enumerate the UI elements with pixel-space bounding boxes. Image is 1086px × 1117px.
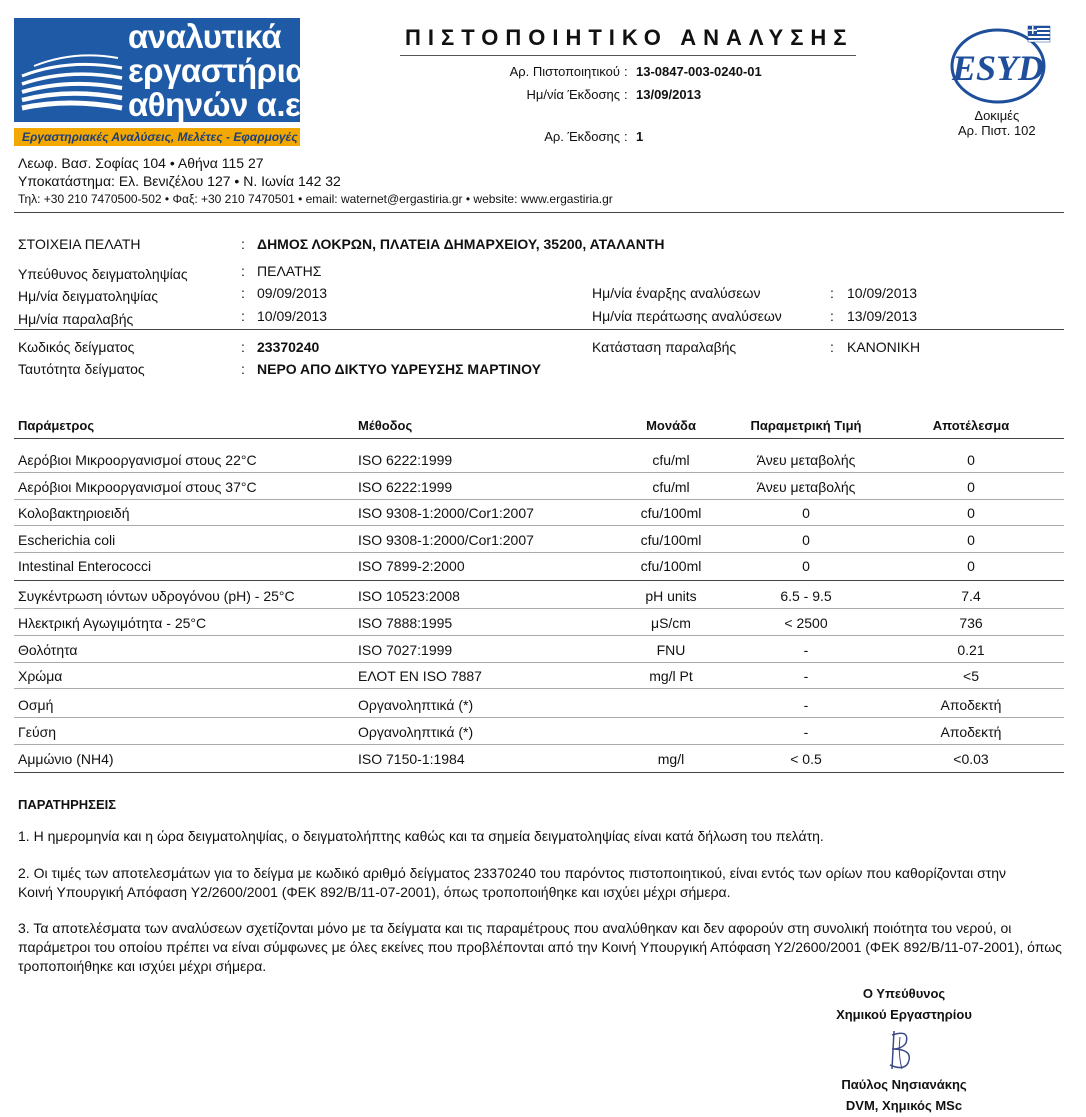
row-divider (14, 499, 1064, 500)
cert-number-label: Αρ. Πιστοποιητικού (509, 64, 620, 79)
accreditation-text (958, 108, 1036, 138)
cell-method: Οργανοληπτικά (*) (358, 724, 474, 740)
row-divider (14, 744, 1064, 745)
cell-unit: cfu/100ml (640, 505, 702, 521)
cell-result: 0 (967, 452, 975, 468)
row-divider (14, 472, 1064, 473)
logo-tagline: Εργαστηριακές Αναλύσεις, Μελέτες - Εφαρμογές (14, 128, 300, 146)
cell-method: ISO 6222:1999 (358, 452, 453, 468)
cell-result: 736 (959, 615, 983, 631)
row-divider (14, 608, 1064, 609)
cell-parametric-value: Άνευ μεταβολής (756, 452, 856, 468)
title-divider (400, 55, 856, 56)
colon: : (241, 236, 245, 252)
cell-parametric-value: 6.5 - 9.5 (780, 588, 832, 604)
client-label: ΣΤΟΙΧΕΙΑ ΠΕΛΑΤΗ (18, 236, 141, 252)
colon: : (830, 285, 834, 301)
logo-text (128, 20, 305, 122)
colon: : (241, 285, 245, 301)
cell-parametric-value: - (803, 724, 809, 740)
col-header-result: Αποτέλεσμα (932, 418, 1010, 433)
cell-method: ISO 7027:1999 (358, 642, 453, 658)
esyd-logo-lettering: ESYD (951, 48, 1045, 88)
remark-2: 2. Οι τιμές των αποτελεσμάτων για το δείγμα με κωδικό αριθμό δείγματος 23370240 του παρόντος πιστοποιητικού, είναι εντός των ορίων που καθορίζονται στην Κοινή Υπουργική Απόφαση Υ2/2600/2001 (ΦΕΚ 892/Β/11-07-2001), όπως τροποποιήθηκε και ισχύει μέχρι σήμερα. (18, 865, 1007, 900)
colon: : (241, 339, 245, 355)
sample-code: 23370240 (257, 339, 320, 355)
handwritten-signature (880, 1025, 930, 1075)
cell-method: ISO 9308-1:2000/Cor1:2007 (358, 532, 534, 548)
cell-parameter: Χρώμα (18, 668, 63, 684)
logo-line-3: αθηνών α.ε (128, 86, 301, 123)
analysis-end-label: Ημ/νία περάτωσης αναλύσεων (592, 308, 782, 324)
logo-line-1: αναλυτικά (128, 18, 281, 55)
info-divider (14, 329, 1064, 330)
header-divider (14, 212, 1064, 213)
cell-unit: cfu/ml (652, 479, 690, 495)
cell-parametric-value: - (803, 642, 809, 658)
receipt-status-label: Κατάσταση παραλαβής (592, 339, 737, 355)
analysis-start: 10/09/2013 (847, 285, 918, 301)
receipt-status: ΚΑΝΟΝΙΚΗ (847, 339, 921, 355)
row-divider (14, 662, 1064, 663)
col-header-unit: Μονάδα (646, 418, 696, 433)
cell-method: ISO 9308-1:2000/Cor1:2007 (358, 505, 534, 521)
colon: : (241, 361, 245, 377)
cell-result: <0.03 (953, 751, 989, 767)
issue-date: 13/09/2013 (636, 87, 702, 102)
cell-parameter: Αμμώνιο (NH4) (18, 751, 114, 767)
sample-id: ΝΕΡΟ ΑΠΟ ΔΙΚΤΥΟ ΥΔΡΕΥΣΗΣ ΜΑΡΤΙΝΟΥ (257, 361, 541, 377)
lab-address-2: Υποκατάστημα: Ελ. Βενιζέλου 127 • Ν. Ιωνία 142 32 (18, 173, 341, 189)
cell-parameter: Θολότητα (18, 642, 78, 658)
colon: : (624, 87, 628, 102)
signatory-credentials: DVM, Χημικός MSc (845, 1098, 963, 1113)
cell-parametric-value: - (803, 668, 809, 684)
colon: : (830, 339, 834, 355)
cell-result: 7.4 (961, 588, 981, 604)
cell-method: ISO 7150-1:1984 (358, 751, 465, 767)
analysis-end: 13/09/2013 (847, 308, 918, 324)
section-divider (14, 580, 1064, 581)
cell-result: Αποδεκτή (940, 697, 1002, 713)
cell-result: 0 (967, 505, 975, 521)
cell-result: 0 (967, 558, 975, 574)
edition-number: 1 (636, 129, 644, 144)
issue-date-label: Ημ/νία Έκδοσης (526, 87, 620, 102)
cell-unit: cfu/100ml (640, 532, 702, 548)
cell-unit: mg/l (657, 751, 685, 767)
remark-3: 3. Τα αποτελέσματα των αναλύσεων σχετίζονται μόνο με τα δείγματα και τις παραμέτρους που αναλύθηκαν και δεν αφορούν στη συνολική ποιότητα του νερού, οι παράμετροι του οποίου πρέπει να είναι σύμφωνες με όλες εκείνες που προβλέπονται από την Κοινή Υπουργική Απόφαση Υ2/2600/2001 (ΦΕΚ 892/Β/11-07-2001), όπως τροποποιήθηκε και ισχύει μέχρι σήμερα. (18, 920, 1062, 974)
cell-method: ISO 7899-2:2000 (358, 558, 465, 574)
sample-code-label: Κωδικός δείγματος (18, 339, 135, 355)
esyd-accreditation-logo (948, 24, 1054, 106)
row-divider (14, 552, 1064, 553)
row-divider (14, 717, 1064, 718)
cell-parametric-value: - (803, 697, 809, 713)
signatory-title-2: Χημικού Εργαστηρίου (836, 1007, 972, 1022)
table-header-rule (14, 438, 1064, 439)
colon: : (624, 129, 628, 144)
row-divider (14, 525, 1064, 526)
cell-parameter: Συγκέντρωση ιόντων υδρογόνου (pH) - 25°C (18, 588, 295, 604)
cell-unit: FNU (656, 642, 686, 658)
lab-address-1: Λεωφ. Βασ. Σοφίας 104 • Αθήνα 115 27 (18, 155, 264, 171)
cell-unit: mg/l Pt (649, 668, 693, 684)
cell-parameter: Κολοβακτηριοειδή (18, 505, 130, 521)
cell-result: <5 (963, 668, 979, 684)
cell-parametric-value: < 0.5 (790, 751, 822, 767)
cell-result: 0 (967, 532, 975, 548)
cell-result: Αποδεκτή (940, 724, 1002, 740)
edition-label: Αρ. Έκδοσης (544, 129, 620, 144)
sampling-date-label: Ημ/νία δειγματοληψίας (18, 288, 159, 304)
sampler-label: Υπεύθυνος δειγματοληψίας (18, 266, 188, 282)
colon: : (241, 263, 245, 279)
accreditation-line-1: Δοκιμές (974, 108, 1020, 123)
remark-1: 1. Η ημερομηνία και η ώρα δειγματοληψίας, ο δειγματολήπτης καθώς και τα σημεία δειγματοληψίας είναι κατά δήλωση του πελάτη. (18, 828, 824, 844)
cell-parameter: Οσμή (18, 697, 54, 713)
lab-contact: Τηλ: +30 210 7470500-502 • Φαξ: +30 210 7470501 • email: waternet@ergastiria.gr • website: www.ergastiria.gr (18, 192, 613, 206)
cell-method: ISO 6222:1999 (358, 479, 453, 495)
client-value: ΔΗΜΟΣ ΛΟΚΡΩΝ, ΠΛΑΤΕΙΑ ΔΗΜΑΡΧΕΙΟΥ, 35200, ΑΤΑΛΑΝΤΗ (257, 236, 665, 252)
cell-unit: μS/cm (651, 615, 691, 631)
logo-line-2: εργαστήρια (128, 52, 306, 89)
cell-unit: pH units (645, 588, 697, 604)
sampler-value: ΠΕΛΑΤΗΣ (257, 263, 322, 279)
table-bottom-rule (14, 772, 1064, 773)
cell-method: ΕΛΟΤ EN ISO 7887 (358, 668, 482, 684)
cell-parametric-value: 0 (802, 558, 810, 574)
cell-parameter: Ηλεκτρική Αγωγιμότητα - 25°C (18, 615, 207, 631)
cell-parameter: Intestinal Enterococci (18, 558, 152, 574)
analysis-start-label: Ημ/νία έναρξης αναλύσεων (592, 285, 761, 301)
cell-unit: cfu/ml (652, 452, 690, 468)
cell-result: 0.21 (957, 642, 985, 658)
cell-parameter: Γεύση (18, 724, 57, 740)
remarks-heading: ΠΑΡΑΤΗΡΗΣΕΙΣ (18, 797, 117, 812)
colon: : (241, 308, 245, 324)
cell-parameter: Escherichia coli (18, 532, 116, 548)
receipt-date: 10/09/2013 (257, 308, 328, 324)
signatory-name: Παύλος Νησιανάκης (841, 1077, 967, 1092)
receipt-date-label: Ημ/νία παραλαβής (18, 311, 134, 327)
cell-parametric-value: 0 (802, 532, 810, 548)
cell-method: Οργανοληπτικά (*) (358, 697, 474, 713)
row-divider (14, 688, 1064, 689)
accreditation-line-2: Αρ. Πιστ. 102 (958, 123, 1036, 138)
cell-parametric-value: < 2500 (784, 615, 828, 631)
cell-method: ISO 10523:2008 (358, 588, 460, 604)
col-header-parameter: Παράμετρος (18, 418, 95, 433)
row-divider (14, 635, 1064, 636)
col-header-method: Μέθοδος (358, 418, 413, 433)
cell-parameter: Αερόβιοι Μικροοργανισμοί στους 37°C (18, 479, 257, 495)
cell-method: ISO 7888:1995 (358, 615, 453, 631)
certificate-title: ΠΙΣΤΟΠΟΙΗΤΙΚΟ ΑΝΑΛΥΣΗΣ (405, 25, 854, 50)
colon: : (830, 308, 834, 324)
cell-parametric-value: 0 (802, 505, 810, 521)
cell-parametric-value: Άνευ μεταβολής (756, 479, 856, 495)
sampling-date: 09/09/2013 (257, 285, 328, 301)
signature-icon (880, 1025, 930, 1075)
esyd-logo-icon (948, 24, 1054, 106)
signatory-title-1: Ο Υπεύθυνος (862, 986, 946, 1001)
cell-result: 0 (967, 479, 975, 495)
cert-number: 13-0847-003-0240-01 (636, 64, 762, 79)
cell-unit: cfu/100ml (640, 558, 702, 574)
cell-parameter: Αερόβιοι Μικροοργανισμοί στους 22°C (18, 452, 257, 468)
col-header-parametric-value: Παραμετρική Τιμή (750, 418, 862, 433)
sample-id-label: Ταυτότητα δείγματος (18, 361, 145, 377)
colon: : (624, 64, 628, 79)
